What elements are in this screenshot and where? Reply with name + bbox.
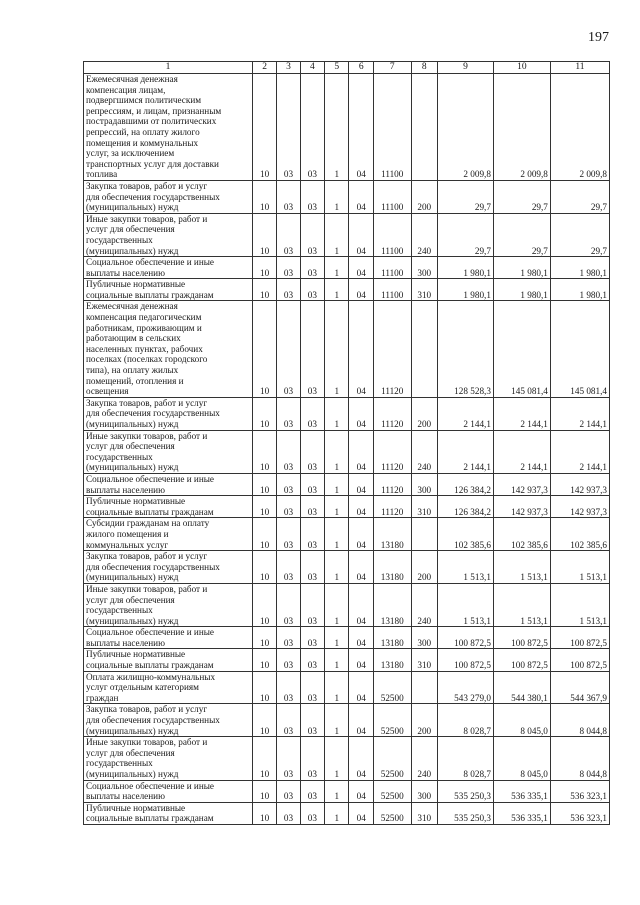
code-expense-type: 300 <box>411 473 437 495</box>
amount-col-10: 1 513,1 <box>493 551 550 584</box>
code-expense-type: 240 <box>411 737 437 780</box>
code-expense-type <box>411 301 437 397</box>
amount-col-9: 102 385,6 <box>437 518 493 551</box>
code-activity: 04 <box>349 397 373 430</box>
code-section: 10 <box>252 496 276 518</box>
code-expense-type: 200 <box>411 551 437 584</box>
row-description: Социальное обеспечение и иные выплаты населению <box>84 627 253 649</box>
code-activity: 04 <box>349 496 373 518</box>
amount-col-9: 29,7 <box>437 180 493 213</box>
code-program: 03 <box>300 257 324 279</box>
code-activity: 04 <box>349 518 373 551</box>
amount-col-9: 535 250,3 <box>437 802 493 824</box>
amount-col-10: 142 937,3 <box>493 473 550 495</box>
amount-col-9: 1 980,1 <box>437 279 493 301</box>
code-subsection: 03 <box>277 257 300 279</box>
column-header: 9 <box>437 62 493 74</box>
table-row <box>84 627 610 649</box>
code-expense-type: 300 <box>411 627 437 649</box>
column-header: 4 <box>300 62 324 74</box>
code-section: 10 <box>252 551 276 584</box>
amount-col-11: 142 937,3 <box>550 473 609 495</box>
code-subsection: 03 <box>277 430 300 473</box>
code-section: 10 <box>252 279 276 301</box>
code-activity: 04 <box>349 473 373 495</box>
amount-col-10: 29,7 <box>493 213 550 256</box>
row-description: Социальное обеспечение и иные выплаты населению <box>84 257 253 279</box>
amount-col-10: 142 937,3 <box>493 496 550 518</box>
code-activity: 04 <box>349 180 373 213</box>
row-description: Закупка товаров, работ и услуг для обеспечения государственных (муниципальных) нужд <box>84 551 253 584</box>
code-program: 03 <box>300 780 324 802</box>
code-section: 10 <box>252 704 276 737</box>
code-program: 03 <box>300 583 324 626</box>
amount-col-11: 29,7 <box>550 180 609 213</box>
code-subprogram: 1 <box>325 496 349 518</box>
row-description: Иные закупки товаров, работ и услуг для обеспечения государственных (муниципальных) нужд <box>84 583 253 626</box>
code-program: 03 <box>300 473 324 495</box>
table-row <box>84 551 610 584</box>
code-expense-type <box>411 671 437 704</box>
amount-col-11: 1 513,1 <box>550 583 609 626</box>
code-section: 10 <box>252 213 276 256</box>
code-subprogram: 1 <box>325 397 349 430</box>
amount-col-9: 543 279,0 <box>437 671 493 704</box>
table-row <box>84 301 610 397</box>
code-activity: 04 <box>349 430 373 473</box>
column-header: 7 <box>373 62 411 74</box>
table-row <box>84 704 610 737</box>
code-subsection: 03 <box>277 671 300 704</box>
amount-col-10: 544 380,1 <box>493 671 550 704</box>
table-row <box>84 257 610 279</box>
code-subsection: 03 <box>277 213 300 256</box>
code-subprogram: 1 <box>325 74 349 181</box>
code-program: 03 <box>300 649 324 671</box>
amount-col-9: 1 980,1 <box>437 257 493 279</box>
code-subsection: 03 <box>277 518 300 551</box>
table-row <box>84 518 610 551</box>
amount-col-10: 29,7 <box>493 180 550 213</box>
code-subprogram: 1 <box>325 180 349 213</box>
code-section: 10 <box>252 74 276 181</box>
code-subsection: 03 <box>277 583 300 626</box>
row-description: Закупка товаров, работ и услуг для обеспечения государственных (муниципальных) нужд <box>84 397 253 430</box>
code-section: 10 <box>252 473 276 495</box>
amount-col-9: 100 872,5 <box>437 649 493 671</box>
code-subprogram: 1 <box>325 551 349 584</box>
table-row <box>84 649 610 671</box>
table-row <box>84 780 610 802</box>
amount-col-10: 2 144,1 <box>493 397 550 430</box>
code-expense-type: 200 <box>411 180 437 213</box>
amount-col-10: 8 045,0 <box>493 704 550 737</box>
code-target: 11120 <box>373 301 411 397</box>
code-section: 10 <box>252 737 276 780</box>
amount-col-11: 536 323,1 <box>550 802 609 824</box>
code-subprogram: 1 <box>325 213 349 256</box>
amount-col-9: 8 028,7 <box>437 737 493 780</box>
budget-table <box>83 61 610 825</box>
code-target: 11120 <box>373 496 411 518</box>
column-header: 6 <box>349 62 373 74</box>
amount-col-11: 544 367,9 <box>550 671 609 704</box>
code-section: 10 <box>252 301 276 397</box>
code-subsection: 03 <box>277 397 300 430</box>
code-activity: 04 <box>349 74 373 181</box>
code-subprogram: 1 <box>325 518 349 551</box>
amount-col-9: 2 009,8 <box>437 74 493 181</box>
amount-col-11: 145 081,4 <box>550 301 609 397</box>
code-activity: 04 <box>349 627 373 649</box>
amount-col-10: 1 980,1 <box>493 279 550 301</box>
amount-col-11: 8 044,8 <box>550 737 609 780</box>
code-program: 03 <box>300 704 324 737</box>
amount-col-11: 2 009,8 <box>550 74 609 181</box>
amount-col-10: 100 872,5 <box>493 649 550 671</box>
amount-col-9: 535 250,3 <box>437 780 493 802</box>
code-subsection: 03 <box>277 301 300 397</box>
row-description: Закупка товаров, работ и услуг для обеспечения государственных (муниципальных) нужд <box>84 180 253 213</box>
code-target: 52500 <box>373 737 411 780</box>
code-expense-type: 240 <box>411 213 437 256</box>
table-row <box>84 737 610 780</box>
code-activity: 04 <box>349 737 373 780</box>
code-expense-type <box>411 74 437 181</box>
code-activity: 04 <box>349 583 373 626</box>
page-number: 197 <box>588 30 609 45</box>
row-description: Иные закупки товаров, работ и услуг для обеспечения государственных (муниципальных) нужд <box>84 213 253 256</box>
code-program: 03 <box>300 74 324 181</box>
code-program: 03 <box>300 518 324 551</box>
amount-col-9: 2 144,1 <box>437 430 493 473</box>
table-header-row <box>84 62 610 74</box>
column-header: 1 <box>84 62 253 74</box>
code-program: 03 <box>300 279 324 301</box>
table-row <box>84 180 610 213</box>
code-target: 13180 <box>373 627 411 649</box>
amount-col-11: 1 980,1 <box>550 257 609 279</box>
code-section: 10 <box>252 430 276 473</box>
amount-col-10: 2 144,1 <box>493 430 550 473</box>
amount-col-11: 1 513,1 <box>550 551 609 584</box>
code-activity: 04 <box>349 671 373 704</box>
code-program: 03 <box>300 213 324 256</box>
code-section: 10 <box>252 397 276 430</box>
code-activity: 04 <box>349 649 373 671</box>
row-description: Оплата жилищно-коммунальных услуг отдельным категориям граждан <box>84 671 253 704</box>
row-description: Ежемесячная денежная компенсация лицам, подвергшимся политическим репрессиям, и лицам, признанным пострадавшими от политических репрессий, на оплату жилого помещения и коммунальных услуг, за исключением транспортных услуг для доставки топлива <box>84 74 253 181</box>
code-activity: 04 <box>349 213 373 256</box>
code-subprogram: 1 <box>325 583 349 626</box>
amount-col-9: 29,7 <box>437 213 493 256</box>
code-expense-type: 310 <box>411 802 437 824</box>
code-program: 03 <box>300 496 324 518</box>
row-description: Публичные нормативные социальные выплаты гражданам <box>84 649 253 671</box>
code-target: 11100 <box>373 74 411 181</box>
amount-col-9: 1 513,1 <box>437 583 493 626</box>
code-expense-type: 240 <box>411 583 437 626</box>
column-header: 8 <box>411 62 437 74</box>
code-target: 52500 <box>373 671 411 704</box>
amount-col-9: 1 513,1 <box>437 551 493 584</box>
code-subsection: 03 <box>277 627 300 649</box>
code-subsection: 03 <box>277 802 300 824</box>
code-subsection: 03 <box>277 279 300 301</box>
amount-col-10: 100 872,5 <box>493 627 550 649</box>
column-header: 5 <box>325 62 349 74</box>
code-subsection: 03 <box>277 780 300 802</box>
code-program: 03 <box>300 397 324 430</box>
row-description: Ежемесячная денежная компенсация педагогическим работникам, проживающим и работающим в сельских населенных пунктах, рабочих поселках (поселках городского типа), на оплату жилых помещений, отопления и освещения <box>84 301 253 397</box>
code-section: 10 <box>252 802 276 824</box>
code-section: 10 <box>252 583 276 626</box>
amount-col-11: 100 872,5 <box>550 627 609 649</box>
code-expense-type: 310 <box>411 496 437 518</box>
code-subprogram: 1 <box>325 627 349 649</box>
amount-col-11: 1 980,1 <box>550 279 609 301</box>
amount-col-9: 128 528,3 <box>437 301 493 397</box>
code-expense-type: 240 <box>411 430 437 473</box>
row-description: Публичные нормативные социальные выплаты гражданам <box>84 496 253 518</box>
row-description: Закупка товаров, работ и услуг для обеспечения государственных (муниципальных) нужд <box>84 704 253 737</box>
amount-col-10: 536 335,1 <box>493 802 550 824</box>
row-description: Иные закупки товаров, работ и услуг для обеспечения государственных (муниципальных) нужд <box>84 737 253 780</box>
code-expense-type: 310 <box>411 279 437 301</box>
code-subsection: 03 <box>277 704 300 737</box>
table-row <box>84 671 610 704</box>
amount-col-11: 536 323,1 <box>550 780 609 802</box>
table-row <box>84 583 610 626</box>
code-target: 13180 <box>373 551 411 584</box>
row-description: Иные закупки товаров, работ и услуг для обеспечения государственных (муниципальных) нужд <box>84 430 253 473</box>
code-program: 03 <box>300 802 324 824</box>
code-subprogram: 1 <box>325 704 349 737</box>
amount-col-10: 2 009,8 <box>493 74 550 181</box>
code-subsection: 03 <box>277 737 300 780</box>
code-expense-type: 200 <box>411 704 437 737</box>
code-expense-type: 300 <box>411 257 437 279</box>
code-program: 03 <box>300 627 324 649</box>
code-activity: 04 <box>349 257 373 279</box>
amount-col-11: 100 872,5 <box>550 649 609 671</box>
row-description: Субсидии гражданам на оплату жилого помещения и коммунальных услуг <box>84 518 253 551</box>
column-header: 11 <box>550 62 609 74</box>
amount-col-10: 145 081,4 <box>493 301 550 397</box>
code-target: 11120 <box>373 430 411 473</box>
code-section: 10 <box>252 780 276 802</box>
table-row <box>84 473 610 495</box>
amount-col-10: 536 335,1 <box>493 780 550 802</box>
code-target: 52500 <box>373 802 411 824</box>
table-row <box>84 397 610 430</box>
code-subprogram: 1 <box>325 802 349 824</box>
code-program: 03 <box>300 180 324 213</box>
code-expense-type: 310 <box>411 649 437 671</box>
code-target: 52500 <box>373 780 411 802</box>
amount-col-9: 2 144,1 <box>437 397 493 430</box>
code-expense-type: 300 <box>411 780 437 802</box>
code-program: 03 <box>300 671 324 704</box>
table-row <box>84 74 610 181</box>
code-subprogram: 1 <box>325 649 349 671</box>
code-subsection: 03 <box>277 649 300 671</box>
code-activity: 04 <box>349 551 373 584</box>
code-program: 03 <box>300 551 324 584</box>
code-subsection: 03 <box>277 551 300 584</box>
code-target: 11100 <box>373 279 411 301</box>
amount-col-11: 29,7 <box>550 213 609 256</box>
code-program: 03 <box>300 430 324 473</box>
amount-col-10: 1 513,1 <box>493 583 550 626</box>
row-description: Социальное обеспечение и иные выплаты населению <box>84 473 253 495</box>
code-subprogram: 1 <box>325 737 349 780</box>
code-target: 11120 <box>373 473 411 495</box>
amount-col-10: 8 045,0 <box>493 737 550 780</box>
code-section: 10 <box>252 257 276 279</box>
code-section: 10 <box>252 671 276 704</box>
code-subsection: 03 <box>277 180 300 213</box>
code-subprogram: 1 <box>325 780 349 802</box>
code-target: 11100 <box>373 257 411 279</box>
table-row <box>84 430 610 473</box>
code-subprogram: 1 <box>325 671 349 704</box>
amount-col-9: 8 028,7 <box>437 704 493 737</box>
code-target: 11100 <box>373 213 411 256</box>
code-target: 13180 <box>373 518 411 551</box>
code-subprogram: 1 <box>325 301 349 397</box>
code-target: 11120 <box>373 397 411 430</box>
amount-col-11: 102 385,6 <box>550 518 609 551</box>
code-subsection: 03 <box>277 473 300 495</box>
amount-col-10: 102 385,6 <box>493 518 550 551</box>
code-section: 10 <box>252 649 276 671</box>
amount-col-9: 126 384,2 <box>437 496 493 518</box>
code-section: 10 <box>252 180 276 213</box>
amount-col-11: 2 144,1 <box>550 397 609 430</box>
code-section: 10 <box>252 627 276 649</box>
code-target: 52500 <box>373 704 411 737</box>
code-subprogram: 1 <box>325 473 349 495</box>
code-subprogram: 1 <box>325 279 349 301</box>
code-subsection: 03 <box>277 496 300 518</box>
table-row <box>84 496 610 518</box>
row-description: Публичные нормативные социальные выплаты гражданам <box>84 279 253 301</box>
amount-col-11: 142 937,3 <box>550 496 609 518</box>
code-subsection: 03 <box>277 74 300 181</box>
code-expense-type: 200 <box>411 397 437 430</box>
amount-col-11: 8 044,8 <box>550 704 609 737</box>
amount-col-9: 100 872,5 <box>437 627 493 649</box>
code-activity: 04 <box>349 301 373 397</box>
code-subprogram: 1 <box>325 257 349 279</box>
row-description: Публичные нормативные социальные выплаты гражданам <box>84 802 253 824</box>
amount-col-9: 126 384,2 <box>437 473 493 495</box>
column-header: 3 <box>277 62 300 74</box>
code-subprogram: 1 <box>325 430 349 473</box>
code-activity: 04 <box>349 279 373 301</box>
row-description: Социальное обеспечение и иные выплаты населению <box>84 780 253 802</box>
table-row <box>84 213 610 256</box>
code-activity: 04 <box>349 704 373 737</box>
column-header: 10 <box>493 62 550 74</box>
table-body <box>84 74 610 825</box>
amount-col-11: 2 144,1 <box>550 430 609 473</box>
code-program: 03 <box>300 301 324 397</box>
code-target: 13180 <box>373 583 411 626</box>
code-program: 03 <box>300 737 324 780</box>
code-target: 13180 <box>373 649 411 671</box>
amount-col-10: 1 980,1 <box>493 257 550 279</box>
table-row <box>84 802 610 824</box>
table-row <box>84 279 610 301</box>
code-expense-type <box>411 518 437 551</box>
code-target: 11100 <box>373 180 411 213</box>
column-header: 2 <box>252 62 276 74</box>
code-activity: 04 <box>349 780 373 802</box>
code-section: 10 <box>252 518 276 551</box>
code-activity: 04 <box>349 802 373 824</box>
